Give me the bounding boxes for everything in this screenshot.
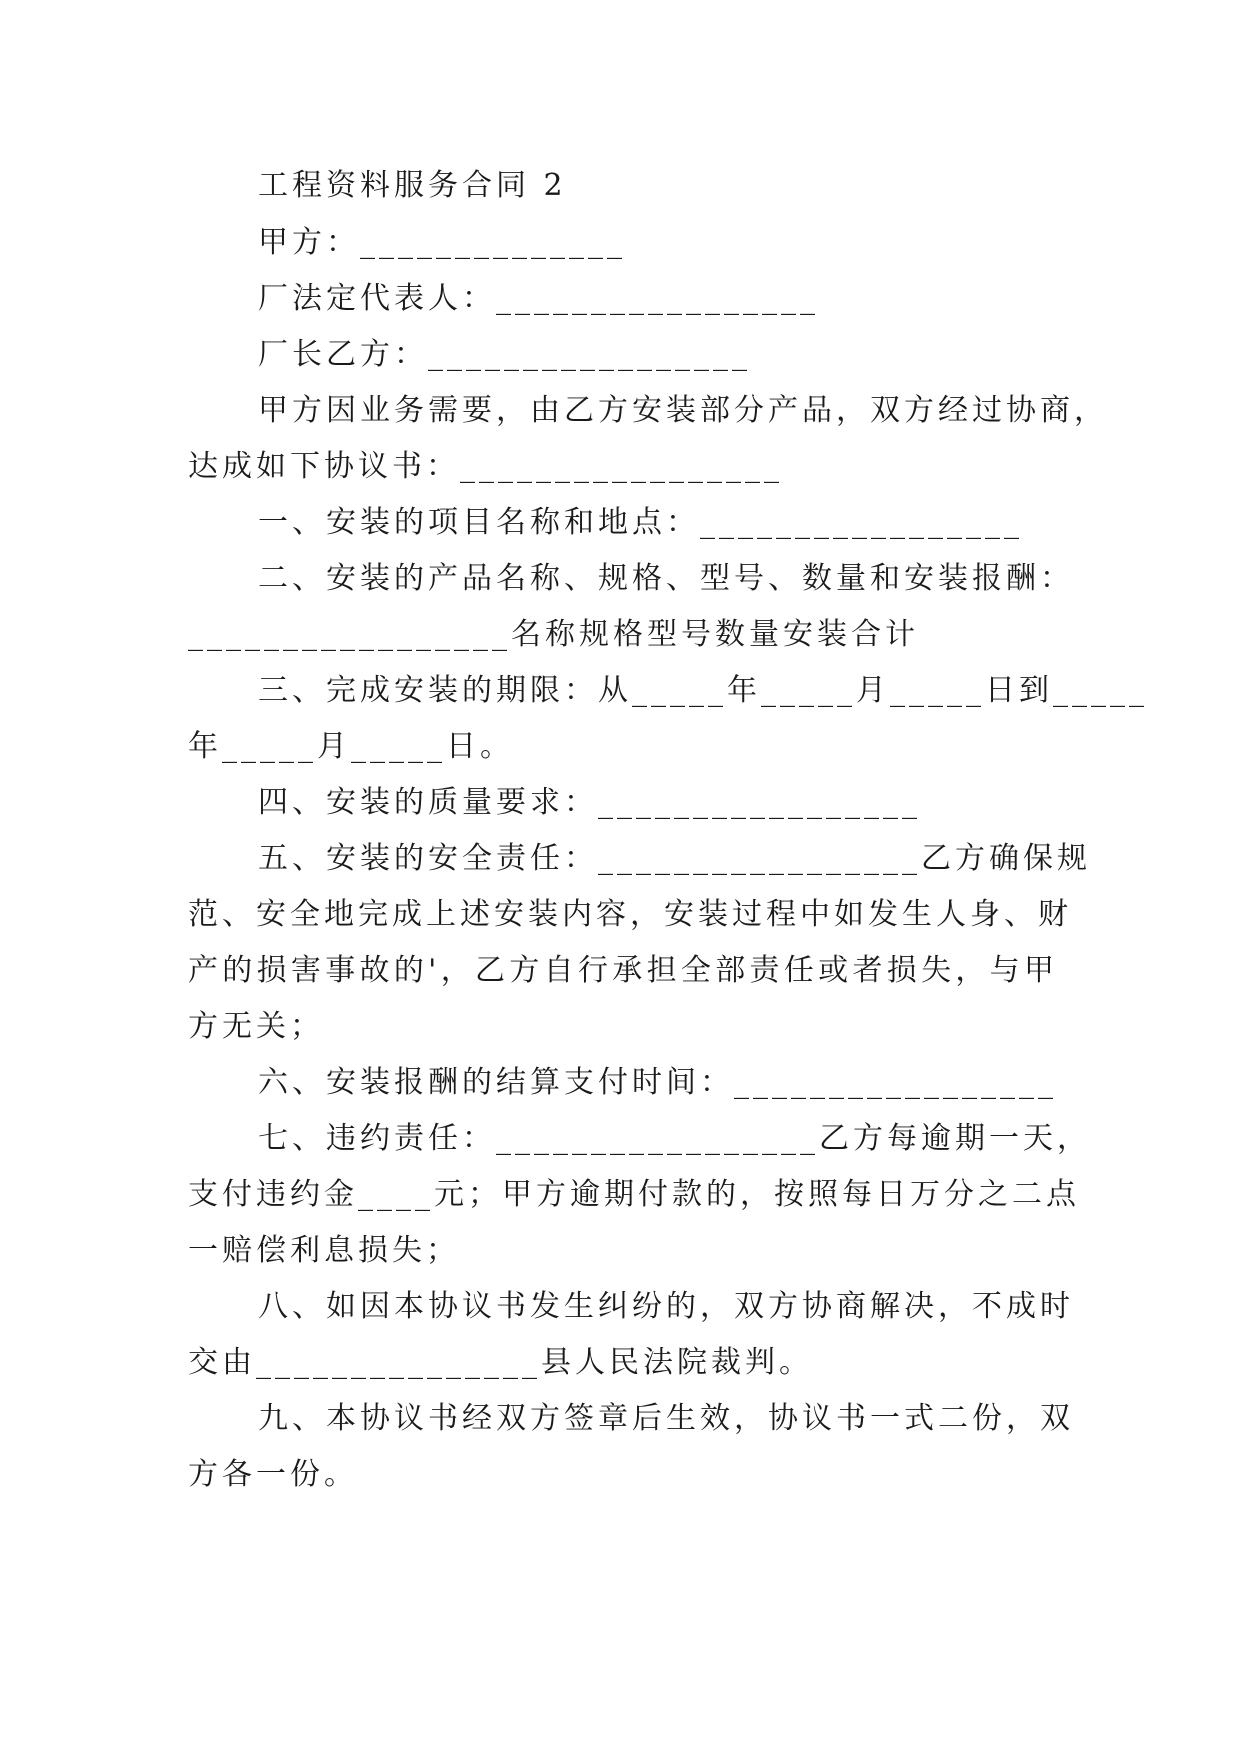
clause-9-effect-cont: 方各一份。: [188, 1457, 358, 1492]
clause-8-dispute-cont: 交由_______________县人民法院裁判。: [188, 1345, 813, 1380]
party-b-field: 厂长乙方：_________________: [258, 337, 751, 372]
party-a-field: 甲方：______________: [258, 225, 626, 260]
clause-1-project: 一、安装的项目名称和地点：_________________: [258, 505, 1023, 540]
document-title: 工程资料服务合同 2: [258, 168, 567, 203]
clause-8-dispute: 八、如因本协议书发生纠纷的，双方协商解决，不成时: [258, 1289, 1074, 1324]
clause-2-products-cont: _________________名称规格型号数量安装合计: [188, 617, 919, 652]
legal-representative-field: 厂法定代表人：_________________: [258, 281, 819, 316]
clause-7-breach-cont-2: 一赔偿利息损失；: [188, 1233, 460, 1268]
clause-6-payment: 六、安装报酬的结算支付时间：_________________: [258, 1065, 1057, 1100]
clause-5-safety: 五、安装的安全责任：_________________乙方确保规: [258, 841, 1091, 876]
clause-7-breach-cont-1: 支付违约金____元；甲方逾期付款的，按照每日万分之二点: [188, 1177, 1080, 1212]
preamble-line-2: 达成如下协议书：_________________: [188, 449, 783, 484]
clause-2-products: 二、安装的产品名称、规格、型号、数量和安装报酬：: [258, 561, 1074, 596]
clause-4-quality: 四、安装的质量要求：_________________: [258, 785, 921, 820]
clause-7-breach: 七、违约责任：_________________乙方每逾期一天，: [258, 1121, 1091, 1156]
clause-5-safety-cont-2: 产的损害事故的'，乙方自行承担全部责任或者损失，与甲: [188, 953, 1058, 988]
clause-3-period-cont: 年_____月_____日。: [188, 729, 514, 764]
clause-9-effect: 九、本协议书经双方签章后生效，协议书一式二份，双: [258, 1401, 1074, 1436]
clause-5-safety-cont-3: 方无关；: [188, 1009, 324, 1044]
clause-3-period: 三、完成安装的期限：从_____年_____月_____日到_____: [258, 673, 1148, 708]
preamble-line-1: 甲方因业务需要，由乙方安装部分产品，双方经过协商，: [258, 393, 1108, 428]
clause-5-safety-cont-1: 范、安全地完成上述安装内容，安装过程中如发生人身、财: [188, 897, 1072, 932]
